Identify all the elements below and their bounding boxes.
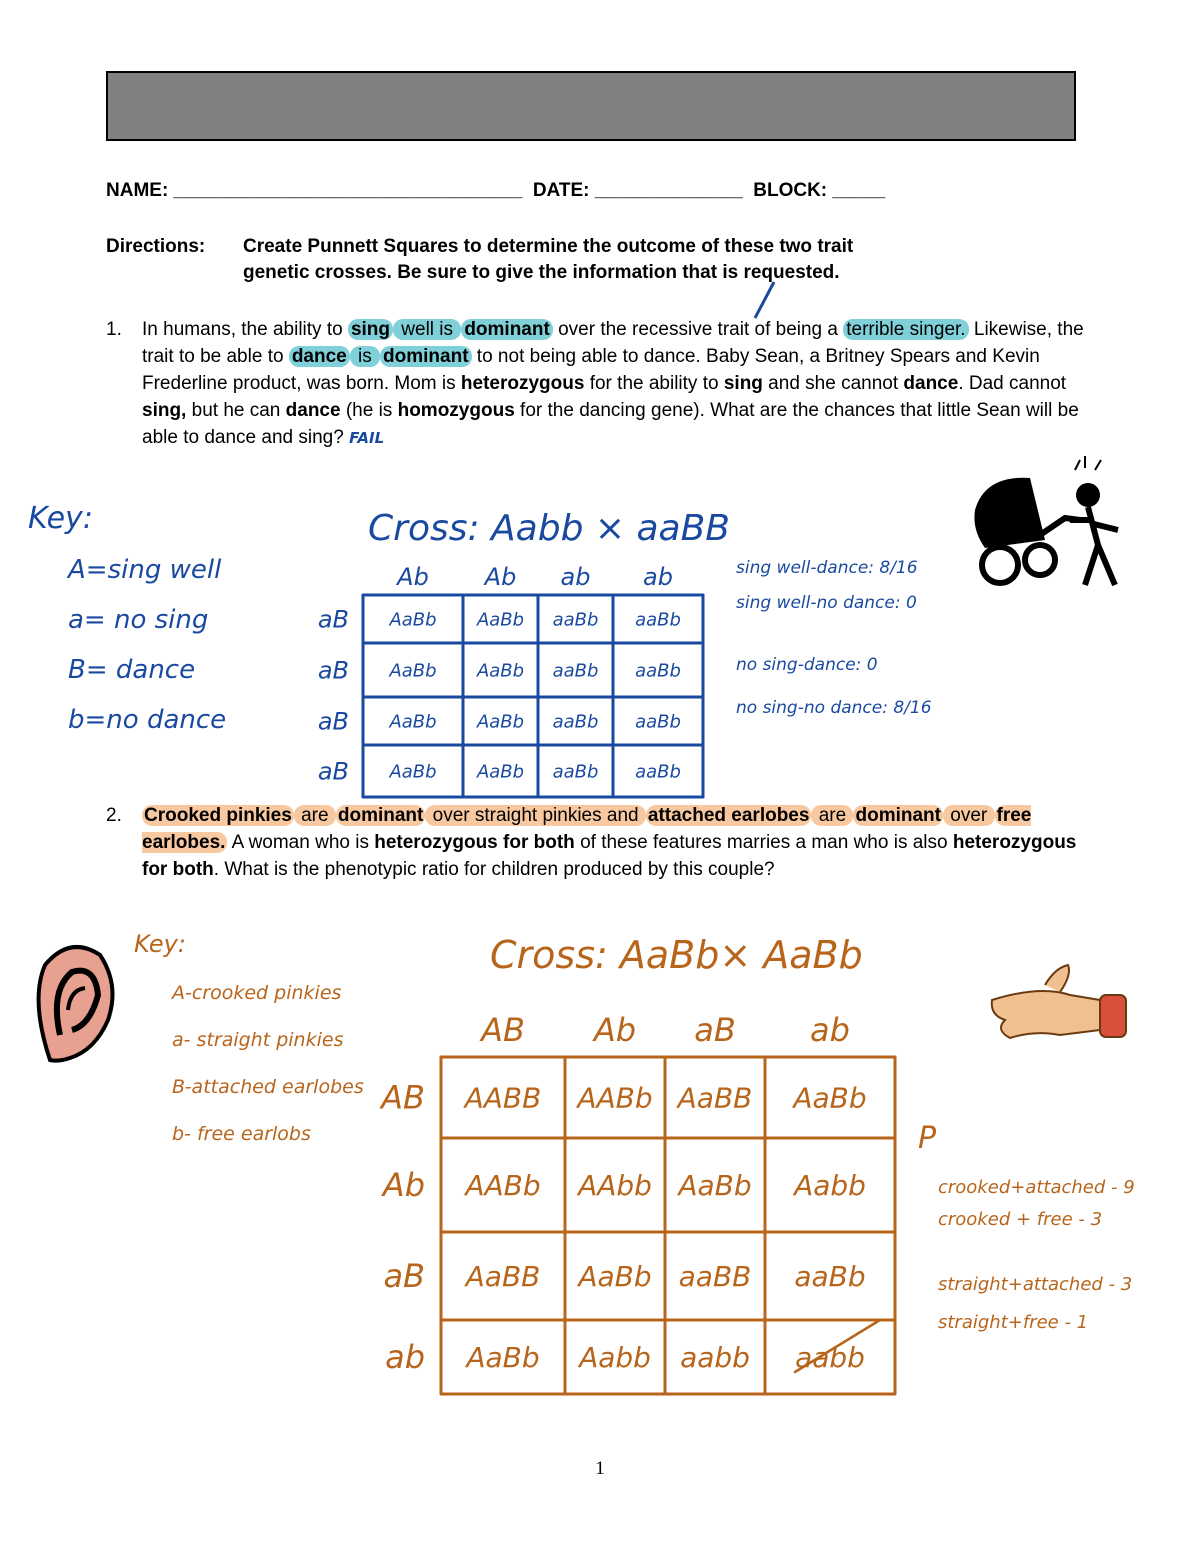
text-segment: heterozygous for both — [374, 832, 575, 853]
text-segment: to not being able to dance. Baby Sean, a Britney Spears and Kevin Frederline product, was born. Mom is — [142, 346, 1040, 394]
directions-label: Directions: — [106, 236, 206, 257]
row-header: aB — [383, 1257, 425, 1296]
punnett-cell: aaBb — [635, 609, 681, 631]
row-header: aB — [317, 656, 349, 685]
text-segment: attached earlobes — [647, 805, 810, 826]
punnett-cell: AaBB — [465, 1259, 541, 1293]
text-segment: A woman who is — [227, 832, 375, 853]
text-segment: dance — [289, 346, 350, 367]
key-entry: B= dance — [68, 655, 196, 685]
text-segment: dominant — [855, 805, 941, 826]
punnett-cell: AaBb — [389, 711, 437, 733]
column-header: Ab — [593, 1011, 637, 1049]
text-segment: heterozygous for both — [142, 832, 1077, 880]
hand-clipart — [992, 965, 1126, 1038]
date-field[interactable]: DATE: ______________ — [532, 180, 743, 201]
phenotype-result: crooked + free - 3 — [938, 1209, 1103, 1230]
punnett-cell: AaBb — [476, 609, 525, 631]
row-header: aB — [317, 707, 349, 736]
text-segment: but he can — [186, 400, 286, 421]
text-segment: homozygous — [397, 400, 515, 421]
key-title: Key: — [28, 501, 93, 536]
question-number: 2. — [106, 805, 122, 826]
row-header: aB — [317, 605, 349, 634]
text-segment: terrible singer. — [843, 319, 968, 340]
row-header: AB — [381, 1078, 425, 1117]
key-entry: b- free earlobs — [172, 1123, 311, 1145]
text-segment: are — [295, 805, 334, 826]
punnett-cell: AaBB — [677, 1081, 753, 1115]
punnett-cell: aabb — [680, 1340, 750, 1374]
punnett-cell: AaBb — [678, 1168, 752, 1202]
punnett-cell: aaBb — [635, 711, 681, 733]
text-segment: sing — [348, 319, 393, 340]
phenotype-result: no sing-dance: 0 — [736, 655, 878, 675]
question-number: 1. — [106, 319, 122, 340]
key-entry: B-attached earlobes — [172, 1076, 364, 1098]
directions-line-1: Create Punnett Squares to determine the outcome of these two trait — [243, 236, 854, 257]
text-segment: well is — [393, 319, 461, 340]
punnett-cell: AaBb — [476, 761, 525, 783]
text-segment: FAIL — [349, 429, 385, 447]
punnett-cell: AaBb — [466, 1340, 540, 1374]
punnett-cell: AaBb — [389, 609, 437, 631]
column-header: Ab — [397, 563, 429, 591]
punnett-cell: aaBb — [552, 711, 599, 733]
text-segment: for the dancing gene). What are the chances that little Sean will be able to dance and sing? — [142, 400, 1079, 448]
punnett-cell: AaBb — [389, 660, 437, 682]
punnett-cell: aaBb — [794, 1259, 866, 1293]
punnett-cell: aaBB — [678, 1259, 752, 1293]
text-segment: of these features marries a man who is also — [574, 832, 953, 853]
cross-label: Cross: AaBb× AaBb — [490, 933, 863, 977]
punnett-cell: AABb — [577, 1081, 653, 1115]
text-segment: sing — [723, 373, 763, 394]
key-title: Key: — [134, 930, 186, 958]
text-segment: (he is — [340, 400, 398, 421]
punnett-cell: AABb — [465, 1168, 541, 1202]
punnett-cell: AAbb — [578, 1168, 652, 1202]
text-segment: dance — [285, 400, 341, 421]
punnett-cell: AaBb — [578, 1259, 652, 1293]
text-segment: dominant — [337, 805, 424, 826]
phenotype-result: no sing-no dance: 8/16 — [736, 698, 932, 718]
text-segment: In humans, the ability to — [142, 319, 348, 340]
key-entry: A=sing well — [68, 555, 222, 585]
column-header: ab — [560, 563, 591, 591]
punnett-cell: AaBb — [476, 660, 525, 682]
key-entry: a- straight pinkies — [172, 1029, 344, 1051]
punnett-cell: Aabb — [579, 1340, 651, 1374]
row-header: aB — [317, 757, 349, 786]
column-header: ab — [643, 563, 673, 591]
row-header: Ab — [382, 1166, 425, 1205]
stroller-clipart — [974, 456, 1118, 585]
punnett-cell: aaBb — [635, 660, 681, 682]
text-segment: dominant — [380, 346, 472, 367]
text-segment: over the recessive trait of being a — [552, 319, 844, 340]
text-segment: over straight pinkies and — [427, 805, 644, 826]
punnett-cell: aaBb — [635, 761, 681, 783]
column-header: Ab — [484, 563, 517, 591]
punnett-cell: AaBb — [476, 711, 525, 733]
column-header: aB — [694, 1011, 736, 1049]
pen-mark — [755, 282, 774, 318]
punnett-cell: AABB — [464, 1081, 542, 1115]
phenotype-result: straight+attached - 3 — [938, 1274, 1133, 1295]
page-number: 1 — [595, 1458, 605, 1479]
ear-clipart — [39, 947, 113, 1061]
cross-label: Cross: Aabb × aaBB — [368, 508, 731, 549]
column-header: ab — [810, 1011, 850, 1049]
row-header: ab — [385, 1338, 425, 1377]
text-segment: Crooked pinkies — [144, 805, 292, 826]
phenotype-result: straight+free - 1 — [938, 1312, 1089, 1333]
text-segment: is — [350, 346, 380, 367]
phenotype-result: sing well-dance: 8/16 — [736, 558, 918, 578]
phenotype-result: sing well-no dance: 0 — [736, 593, 917, 613]
name-field[interactable]: NAME: _________________________________ — [106, 180, 523, 201]
punnett-cell: AaBb — [793, 1081, 867, 1115]
text-segment: dance — [903, 373, 959, 394]
text-segment: for the ability to — [584, 373, 724, 394]
column-header: AB — [481, 1011, 525, 1049]
text-segment: . What is the phenotypic ratio for children produced by this couple? — [213, 859, 775, 880]
punnett-cell: AaBb — [389, 761, 437, 783]
phenotype-result: crooked+attached - 9 — [938, 1177, 1135, 1198]
key-entry: A-crooked pinkies — [172, 982, 342, 1004]
phenotype-label: P — [918, 1121, 937, 1156]
text-segment: sing, — [142, 400, 187, 421]
text-segment: heterozygous — [460, 373, 585, 394]
text-segment: and she cannot — [762, 373, 904, 394]
punnett-cell: aaBb — [552, 609, 599, 631]
punnett-cell: aaBb — [552, 660, 599, 682]
block-field[interactable]: BLOCK: _____ — [753, 180, 886, 201]
key-entry: a= no sing — [68, 605, 209, 635]
text-segment: Likewise, the trait to be able to — [142, 319, 1084, 367]
text-segment: . Dad cannot — [958, 373, 1067, 394]
text-segment: free earlobes. — [142, 805, 1032, 853]
directions-line-2: genetic crosses. Be sure to give the information that is requested. — [243, 262, 840, 283]
punnett-cell: aabb — [795, 1340, 865, 1374]
text-segment: are — [813, 805, 852, 826]
key-entry: b=no dance — [68, 705, 227, 735]
text-segment: dominant — [461, 319, 553, 340]
punnett-cell: Aabb — [794, 1168, 866, 1202]
text-segment: over — [944, 805, 993, 826]
punnett-cell: aaBb — [552, 761, 599, 783]
